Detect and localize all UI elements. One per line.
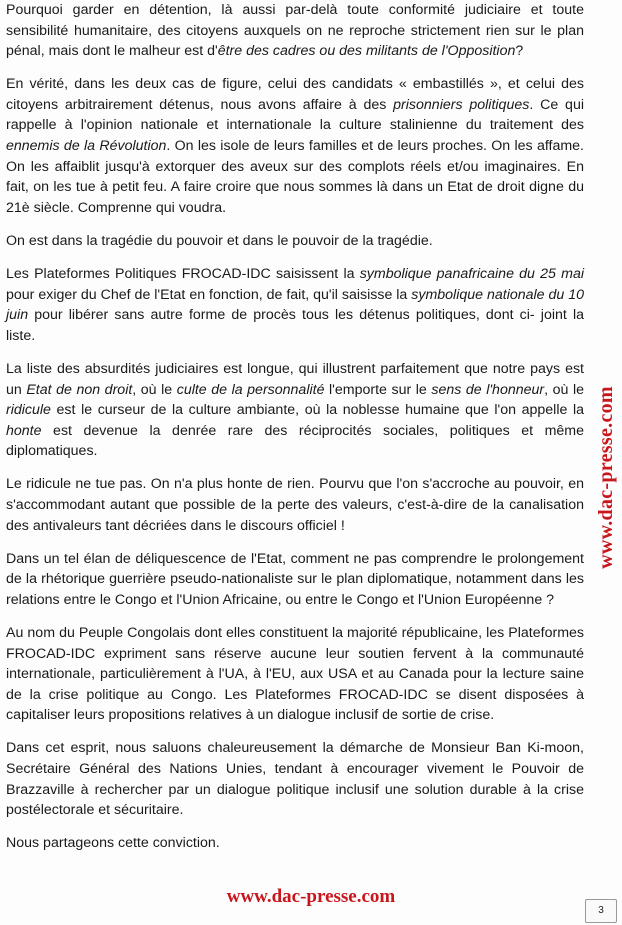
paragraph-9: Dans cet esprit, nous saluons chaleureusement la démarche de Monsieur Ban Ki-moon, Secrétaire Général des Nations Unies, tendant à encourager vivement le Pouvoir de Brazzaville à rechercher par un dialogue politique inclusif une solution durable à la crise postélectorale et sécuritaire. (6, 740, 584, 819)
text-run: est devenue la denrée rare des réciprocités sociales, politiques et même diplomatiques. (6, 422, 584, 460)
text-run: l'emporte sur le (324, 381, 432, 398)
italic-text: être des cadres ou des militants de l'Opposition (217, 43, 516, 60)
text-run: La liste des absurdités judiciaires est longue, qui illustrent parfaitement que notre pays est un (6, 360, 584, 398)
paragraph-4 (6, 264, 584, 346)
watermark-text: www.dac-presse.com (594, 385, 617, 569)
paragraph-3: On est dans la tragédie du pouvoir et dans le pouvoir de la tragédie. (6, 232, 433, 249)
paragraph-10: Nous partageons cette conviction. (6, 835, 220, 852)
italic-text: symbolique nationale du 10 juin (6, 286, 585, 324)
paragraph-7: Dans un tel élan de déliquescence de l'Etat, comment ne pas comprendre le prolongement de la rhétorique guerrière pseudo-nationaliste sur le plan diplomatique, notamment dans les relations entre le Congo et l'Union Africaine, ou entre le Congo et l'Union Européenne ? (6, 550, 584, 608)
italic-text: honte (6, 422, 42, 439)
text-run: . On les isole de leurs familles et de leurs proches. On les affame. On les affaiblit jusqu'à extorquer des aveux sur des complots réels et/ou imaginaires. En fait, on les tue à petit feu. A faire croire que nous sommes là dans un Etat de droit digne du 21è siècle. Comprenne qui voudra. (6, 138, 584, 216)
italic-text: symbolique panafricaine du 25 mai (359, 266, 584, 283)
text-run: , où le (544, 381, 584, 398)
italic-text: ennemis de la Révolution (6, 138, 167, 155)
document-body (6, 0, 584, 866)
paragraph-8: Au nom du Peuple Congolais dont elles constituent la majorité républicaine, les Plateformes FROCAD-IDC expriment sans réserve aucune leur soutien fervent à la communauté internationale, particulièrement à l'UA, à l'EU, aux USA et au Canada pour la lecture saine de la crise politique au Congo. Les Plateformes FROCAD-IDC se disent disposées à capitaliser leurs propositions relatives à un dialogue inclusif de sortie de crise. (6, 624, 584, 724)
text-run: , où le (132, 381, 177, 398)
text-run: pour exiger du Chef de l'Etat en fonction, de fait, qu'il saisisse la (6, 286, 412, 303)
paragraph-6: Le ridicule ne tue pas. On n'a plus honte de rien. Pourvu que l'on s'accroche au pouvoir, en s'accommodant autant que possible de la perte des valeurs, c'est-à-dire de la canalisation des antivaleurs tant décriées dans le discours officiel ! (6, 476, 584, 534)
text-run: Pourquoi garder en détention, là aussi par-delà toute conformité judiciaire et toute sensibilité humanitaire, des citoyens auxquels on ne reproche strictement rien sur le plan pénal, mais dont le malheur est d' (6, 2, 584, 60)
italic-text: sens de l'honneur (431, 381, 545, 398)
paragraph-2 (6, 74, 584, 218)
italic-text: ridicule (6, 402, 51, 419)
page-number: 3 (585, 899, 617, 923)
footer-watermark: www.dac-presse.com (226, 886, 396, 907)
italic-text: culte de la personnalité (176, 381, 325, 398)
vertical-watermark (590, 372, 622, 582)
paragraph-5 (6, 359, 584, 462)
italic-text: Etat de non droit (26, 381, 133, 398)
italic-text: prisonniers politiques (393, 96, 530, 113)
text-run: pour libérer sans autre forme de procès tous les détenus politiques, dont ci- joint la liste. (6, 307, 584, 344)
paragraph-1 (6, 0, 584, 62)
text-run: ? (515, 43, 524, 60)
text-run: est le curseur de la culture ambiante, où la noblesse humaine que l'on appelle la (50, 402, 584, 419)
text-run: En vérité, dans les deux cas de figure, celui des candidats « embastillés », et celui des citoyens arbitrairement détenus, nous avons affaire à des (6, 76, 584, 113)
text-run: . Ce qui rappelle à l'opinion nationale et internationale la culture stalinienne du traitement des (6, 96, 584, 134)
text-run: Les Plateformes Politiques FROCAD-IDC saisissent la (6, 266, 360, 283)
